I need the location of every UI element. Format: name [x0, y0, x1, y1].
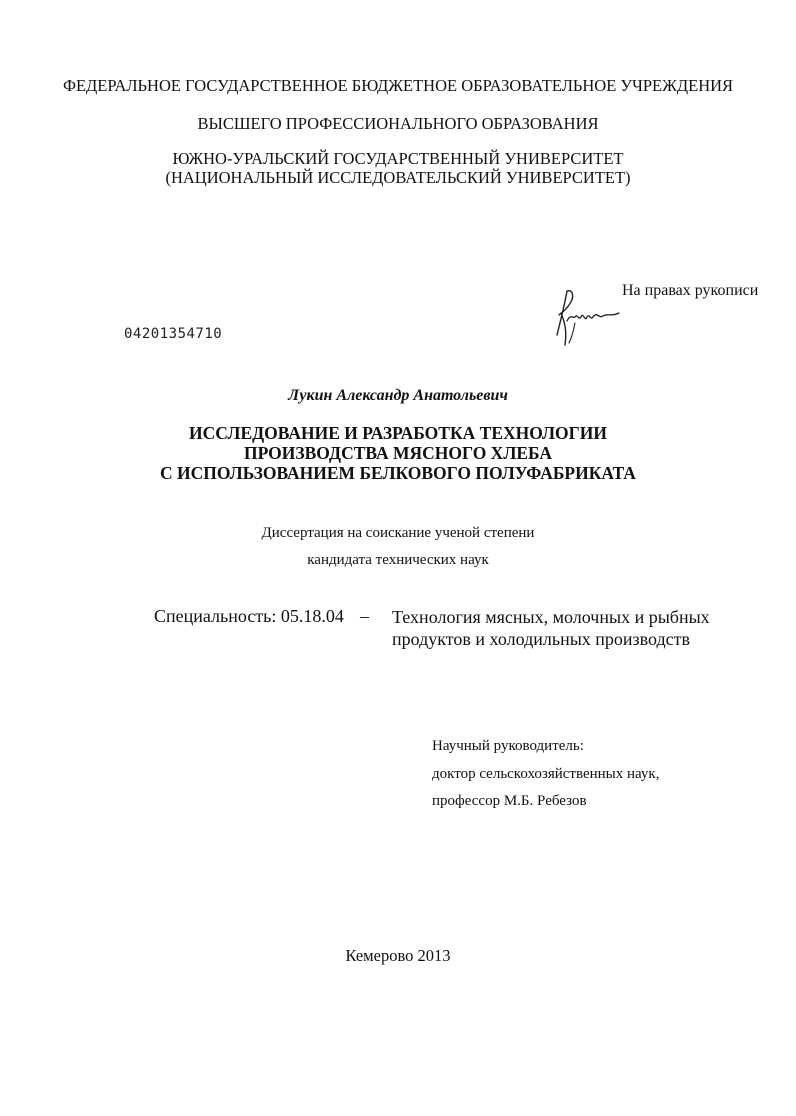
thesis-title-line-1: ИССЛЕДОВАНИЕ И РАЗРАБОТКА ТЕХНОЛОГИИ: [188, 423, 608, 443]
degree-line-1: Диссертация на соискание ученой степени: [261, 525, 535, 541]
thesis-title-line-2: ПРОИЗВОДСТВА МЯСНОГО ХЛЕБА: [243, 443, 553, 463]
thesis-title-line-3: С ИСПОЛЬЗОВАНИЕМ БЕЛКОВОГО ПОЛУФАБРИКАТА: [160, 463, 636, 483]
specialty-name: [392, 606, 710, 650]
specialty-name-line-2: продуктов и холодильных производств: [392, 629, 691, 649]
specialty-name-line-1: Технология мясных, молочных и рыбных: [392, 607, 710, 627]
catalog-code: 04201354710: [124, 326, 223, 342]
specialty-code: Специальность: 05.18.04: [154, 606, 344, 626]
university-status: (НАЦИОНАЛЬНЫЙ ИССЛЕДОВАТЕЛЬСКИЙ УНИВЕРСИТЕТ): [165, 168, 631, 187]
institution-line-1: ФЕДЕРАЛЬНОЕ ГОСУДАРСТВЕННОЕ БЮДЖЕТНОЕ ОБРАЗОВАТЕЛЬНОЕ УЧРЕЖДЕНИЯ: [62, 76, 734, 95]
author-name: Лукин Александр Анатольевич: [288, 387, 508, 404]
supervisor-degree: доктор сельскохозяйственных наук,: [432, 766, 660, 782]
institution-line-2: ВЫСШЕГО ПРОФЕССИОНАЛЬНОГО ОБРАЗОВАНИЯ: [197, 114, 599, 133]
supervisor-name: профессор М.Б. Ребезов: [432, 793, 587, 809]
specialty-dash: –: [360, 606, 369, 626]
university-name: ЮЖНО-УРАЛЬСКИЙ ГОСУДАРСТВЕННЫЙ УНИВЕРСИТЕТ: [172, 149, 624, 168]
degree-line-2: кандидата технических наук: [307, 552, 489, 568]
supervisor-heading: Научный руководитель:: [432, 738, 584, 754]
manuscript-rights-note: На правах рукописи: [622, 282, 759, 299]
signature-image: [553, 283, 625, 351]
place-and-year: Кемерово 2013: [345, 946, 451, 965]
